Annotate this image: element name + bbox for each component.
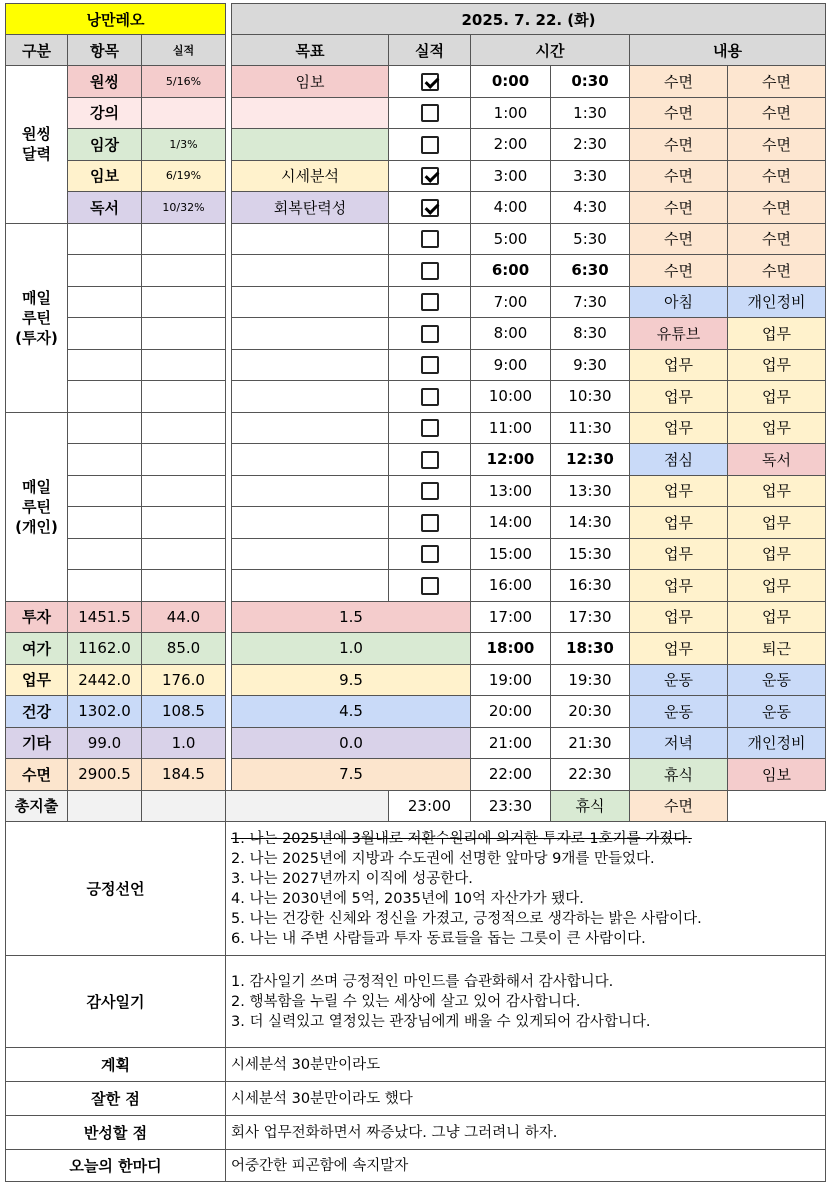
goal-cell[interactable] [232, 255, 389, 287]
checkbox-empty-icon[interactable] [421, 262, 439, 280]
schedule-row [6, 381, 826, 413]
activity-cell[interactable]: 업무 [630, 381, 728, 413]
activity-cell[interactable]: 수면 [728, 97, 826, 129]
time-end: 4:30 [551, 192, 630, 224]
item-cell [68, 318, 142, 350]
affirmation-content [226, 822, 826, 956]
item-actual: 5/16% [142, 66, 226, 98]
item-actual [142, 223, 226, 255]
time-end: 11:30 [551, 412, 630, 444]
activity-cell[interactable]: 업무 [728, 349, 826, 381]
item-actual [142, 475, 226, 507]
item-cell [68, 538, 142, 570]
done-cell [389, 444, 471, 476]
activity-cell[interactable]: 수면 [728, 192, 826, 224]
activity-cell[interactable]: 업무 [728, 412, 826, 444]
time-end: 3:30 [551, 160, 630, 192]
affirmation-line: 2. 나는 2025년에 지방과 수도권에 선명한 앞마당 9개를 만들었다. [231, 850, 655, 867]
time-start: 20:00 [471, 696, 551, 728]
good-value[interactable]: 시세분석 30분만이라도 했다 [226, 1082, 826, 1116]
item-actual [142, 286, 226, 318]
summary-goal: 7.5 [232, 759, 471, 791]
checkbox-checked-icon[interactable] [421, 167, 439, 185]
summary-goal: 1.5 [232, 601, 471, 633]
activity-cell[interactable]: 업무 [728, 538, 826, 570]
summary-goal [226, 790, 389, 822]
good-label: 잘한 점 [6, 1082, 226, 1116]
summary-total: 1162.0 [68, 633, 142, 665]
item-cell [68, 444, 142, 476]
schedule-row [6, 412, 826, 444]
schedule-row [6, 475, 826, 507]
time-end: 9:30 [551, 349, 630, 381]
time-end: 23:30 [471, 790, 551, 822]
goal-cell[interactable] [232, 286, 389, 318]
summary-today: 85.0 [142, 633, 226, 665]
checkbox-empty-icon[interactable] [421, 325, 439, 343]
activity-cell[interactable]: 운동 [728, 664, 826, 696]
affirmation-line: 5. 나는 건강한 신체와 정신을 가졌고, 긍정적으로 생각하는 밝은 사람이다. [231, 910, 702, 927]
activity-cell[interactable]: 저녁 [630, 727, 728, 759]
time-end: 15:30 [551, 538, 630, 570]
summary-label: 투자 [6, 601, 68, 633]
goal-cell[interactable] [232, 129, 389, 161]
time-start: 4:00 [471, 192, 551, 224]
time-end: 19:30 [551, 664, 630, 696]
activity-cell[interactable]: 수면 [630, 255, 728, 287]
time-start: 8:00 [471, 318, 551, 350]
goal-cell[interactable]: 회복탄력성 [232, 192, 389, 224]
schedule-row [6, 507, 826, 539]
activity-cell[interactable]: 업무 [630, 538, 728, 570]
summary-label: 업무 [6, 664, 68, 696]
time-start: 14:00 [471, 507, 551, 539]
item-cell: 원씽 [68, 66, 142, 98]
checkbox-empty-icon[interactable] [421, 545, 439, 563]
summary-label: 기타 [6, 727, 68, 759]
goal-cell[interactable] [232, 412, 389, 444]
done-cell [389, 223, 471, 255]
summary-row [6, 633, 826, 665]
checkbox-checked-icon[interactable] [421, 73, 439, 91]
done-cell [389, 255, 471, 287]
activity-cell[interactable]: 업무 [630, 507, 728, 539]
time-start: 10:00 [471, 381, 551, 413]
time-end: 12:30 [551, 444, 630, 476]
done-cell [389, 129, 471, 161]
date-header: 2025. 7. 22. (화) [232, 4, 826, 35]
time-start: 2:00 [471, 129, 551, 161]
activity-cell[interactable]: 독서 [728, 444, 826, 476]
activity-cell[interactable]: 업무 [630, 412, 728, 444]
summary-goal: 1.0 [232, 633, 471, 665]
done-cell [389, 318, 471, 350]
done-cell [389, 66, 471, 98]
time-end: 13:30 [551, 475, 630, 507]
col-done: 실적 [389, 35, 471, 66]
checkbox-empty-icon[interactable] [421, 388, 439, 406]
done-cell [389, 192, 471, 224]
time-start: 17:00 [471, 601, 551, 633]
done-cell [389, 160, 471, 192]
affirmation-line: 4. 나는 2030년에 5억, 2035년에 10억 자산가가 됐다. [231, 890, 584, 907]
summary-goal: 0.0 [232, 727, 471, 759]
done-cell [389, 475, 471, 507]
schedule-row [6, 318, 826, 350]
col-item: 항목 [68, 35, 142, 66]
planner-table [5, 3, 826, 822]
summary-goal: 4.5 [232, 696, 471, 728]
time-end: 18:30 [551, 633, 630, 665]
schedule-row [6, 66, 826, 98]
done-cell [389, 507, 471, 539]
time-end: 22:30 [551, 759, 630, 791]
activity-cell[interactable]: 점심 [630, 444, 728, 476]
time-start: 18:00 [471, 633, 551, 665]
goal-cell[interactable] [232, 349, 389, 381]
schedule-row [6, 160, 826, 192]
time-start: 12:00 [471, 444, 551, 476]
checkbox-checked-icon[interactable] [421, 199, 439, 217]
activity-cell[interactable]: 유튜브 [630, 318, 728, 350]
time-end: 2:30 [551, 129, 630, 161]
summary-row [6, 601, 826, 633]
checkbox-empty-icon[interactable] [421, 482, 439, 500]
time-start: 23:00 [389, 790, 471, 822]
goal-cell[interactable] [232, 381, 389, 413]
time-end: 17:30 [551, 601, 630, 633]
activity-cell[interactable]: 수면 [630, 97, 728, 129]
reflect-label: 반성할 점 [6, 1116, 226, 1150]
time-start: 0:00 [471, 66, 551, 98]
activity-cell[interactable]: 수면 [630, 66, 728, 98]
activity-cell[interactable]: 운동 [630, 696, 728, 728]
activity-cell[interactable]: 업무 [728, 570, 826, 602]
summary-today: 184.5 [142, 759, 226, 791]
done-cell [389, 538, 471, 570]
activity-cell[interactable]: 운동 [630, 664, 728, 696]
activity-cell[interactable]: 운동 [728, 696, 826, 728]
schedule-row [6, 192, 826, 224]
item-cell [68, 412, 142, 444]
goal-cell[interactable]: 임보 [232, 66, 389, 98]
activity-cell[interactable]: 수면 [630, 192, 728, 224]
schedule-row [6, 349, 826, 381]
time-start: 22:00 [471, 759, 551, 791]
time-end: 16:30 [551, 570, 630, 602]
schedule-row [6, 444, 826, 476]
time-start: 6:00 [471, 255, 551, 287]
activity-cell[interactable]: 업무 [630, 475, 728, 507]
item-actual [142, 97, 226, 129]
schedule-row [6, 255, 826, 287]
time-start: 7:00 [471, 286, 551, 318]
summary-total: 2900.5 [68, 759, 142, 791]
activity-cell[interactable]: 수면 [630, 160, 728, 192]
item-cell [68, 475, 142, 507]
time-start: 15:00 [471, 538, 551, 570]
goal-cell[interactable] [232, 538, 389, 570]
activity-cell[interactable]: 휴식 [551, 790, 630, 822]
item-cell [68, 570, 142, 602]
summary-row [6, 727, 826, 759]
item-actual [142, 381, 226, 413]
item-cell: 강의 [68, 97, 142, 129]
schedule-row [6, 223, 826, 255]
checkbox-empty-icon[interactable] [421, 230, 439, 248]
activity-cell[interactable]: 휴식 [630, 759, 728, 791]
plan-value[interactable]: 시세분석 30분만이라도 [226, 1048, 826, 1082]
item-cell [68, 381, 142, 413]
time-start: 9:00 [471, 349, 551, 381]
time-start: 5:00 [471, 223, 551, 255]
time-start: 21:00 [471, 727, 551, 759]
item-actual [142, 570, 226, 602]
category-weekly: 원씽 달력 [6, 66, 68, 224]
item-cell [68, 507, 142, 539]
activity-cell[interactable]: 수면 [728, 223, 826, 255]
summary-row [6, 696, 826, 728]
time-end: 6:30 [551, 255, 630, 287]
activity-cell[interactable]: 퇴근 [728, 633, 826, 665]
schedule-row [6, 570, 826, 602]
item-actual: 10/32% [142, 192, 226, 224]
time-start: 13:00 [471, 475, 551, 507]
activity-cell[interactable]: 임보 [728, 759, 826, 791]
goal-cell[interactable] [232, 223, 389, 255]
goal-cell[interactable] [232, 444, 389, 476]
activity-cell[interactable]: 업무 [630, 349, 728, 381]
item-cell: 임보 [68, 160, 142, 192]
goal-cell[interactable]: 시세분석 [232, 160, 389, 192]
item-actual [142, 349, 226, 381]
gratitude-line: 2. 행복함을 누릴 수 있는 세상에 살고 있어 감사합니다. [231, 993, 581, 1010]
time-end: 1:30 [551, 97, 630, 129]
plan-label: 계획 [6, 1048, 226, 1082]
reflect-value[interactable]: 회사 업무전화하면서 짜증났다. 그냥 그러려니 하자. [226, 1116, 826, 1150]
summary-label: 여가 [6, 633, 68, 665]
activity-cell[interactable]: 개인정비 [728, 727, 826, 759]
activity-cell[interactable]: 업무 [728, 507, 826, 539]
item-actual [142, 444, 226, 476]
done-cell [389, 381, 471, 413]
time-start: 19:00 [471, 664, 551, 696]
gratitude-line: 3. 더 실력있고 열정있는 관장님에게 배울 수 있게되어 감사합니다. [231, 1013, 651, 1030]
checkbox-empty-icon[interactable] [421, 293, 439, 311]
item-cell [68, 223, 142, 255]
summary-today [142, 790, 226, 822]
summary-total: 1451.5 [68, 601, 142, 633]
affirmation-label: 긍정선언 [6, 822, 226, 956]
checkbox-empty-icon[interactable] [421, 514, 439, 532]
done-cell [389, 570, 471, 602]
activity-cell[interactable]: 수면 [728, 66, 826, 98]
summary-row [6, 664, 826, 696]
time-end: 14:30 [551, 507, 630, 539]
activity-cell[interactable]: 업무 [728, 318, 826, 350]
summary-total: 2442.0 [68, 664, 142, 696]
activity-cell[interactable]: 업무 [630, 570, 728, 602]
gratitude-label: 감사일기 [6, 956, 226, 1048]
category-invest: 매일 루틴 (투자) [6, 223, 68, 412]
time-start: 3:00 [471, 160, 551, 192]
done-cell [389, 97, 471, 129]
checkbox-empty-icon[interactable] [421, 356, 439, 374]
checkbox-empty-icon[interactable] [421, 451, 439, 469]
item-cell [68, 255, 142, 287]
summary-today: 176.0 [142, 664, 226, 696]
schedule-row [6, 538, 826, 570]
journal-table [5, 821, 826, 1182]
checkbox-empty-icon[interactable] [421, 419, 439, 437]
activity-cell[interactable]: 아침 [630, 286, 728, 318]
summary-label: 수면 [6, 759, 68, 791]
summary-goal: 9.5 [232, 664, 471, 696]
item-actual: 1/3% [142, 129, 226, 161]
time-end: 8:30 [551, 318, 630, 350]
planner-title: 낭만레오 [6, 4, 226, 35]
activity-cell[interactable]: 수면 [630, 223, 728, 255]
checkbox-empty-icon[interactable] [421, 577, 439, 595]
time-start: 16:00 [471, 570, 551, 602]
item-actual [142, 507, 226, 539]
col-actual: 실적 [142, 35, 226, 66]
affirmation-line: 1. 나는 2025년에 3월내로 저환수원리에 의거한 투자로 1호기를 가졌다. [231, 830, 692, 847]
affirmation-line: 3. 나는 2027년까지 이직에 성공한다. [231, 870, 473, 887]
activity-cell[interactable]: 업무 [728, 381, 826, 413]
checkbox-empty-icon[interactable] [421, 104, 439, 122]
summary-today: 1.0 [142, 727, 226, 759]
gratitude-line: 1. 감사일기 쓰며 긍정적인 마인드를 습관화해서 감사합니다. [231, 973, 614, 990]
item-actual: 6/19% [142, 160, 226, 192]
activity-cell[interactable]: 수면 [728, 160, 826, 192]
time-end: 0:30 [551, 66, 630, 98]
item-cell [68, 286, 142, 318]
goal-cell[interactable] [232, 97, 389, 129]
activity-cell[interactable]: 개인정비 [728, 286, 826, 318]
schedule-row [6, 97, 826, 129]
summary-today: 108.5 [142, 696, 226, 728]
oneword-label: 오늘의 한마디 [6, 1150, 226, 1182]
oneword-value[interactable]: 어중간한 피곤함에 속지말자 [226, 1150, 826, 1182]
done-cell [389, 349, 471, 381]
schedule-row [6, 286, 826, 318]
col-time: 시간 [471, 35, 630, 66]
activity-cell[interactable]: 업무 [728, 475, 826, 507]
item-actual [142, 318, 226, 350]
item-actual [142, 412, 226, 444]
summary-label: 건강 [6, 696, 68, 728]
col-category: 구분 [6, 35, 68, 66]
col-goal: 목표 [232, 35, 389, 66]
done-cell [389, 412, 471, 444]
summary-today: 44.0 [142, 601, 226, 633]
schedule-row [6, 129, 826, 161]
time-start: 1:00 [471, 97, 551, 129]
time-end: 7:30 [551, 286, 630, 318]
item-actual [142, 538, 226, 570]
summary-total [68, 790, 142, 822]
summary-label: 총지출 [6, 790, 68, 822]
gratitude-content [226, 956, 826, 1048]
daily-planner [5, 3, 826, 1182]
goal-cell[interactable] [232, 475, 389, 507]
time-end: 20:30 [551, 696, 630, 728]
goal-cell[interactable] [232, 570, 389, 602]
checkbox-empty-icon[interactable] [421, 136, 439, 154]
category-personal: 매일 루틴 (개인) [6, 412, 68, 601]
activity-cell[interactable]: 수면 [728, 255, 826, 287]
activity-cell[interactable]: 수면 [630, 129, 728, 161]
done-cell [389, 286, 471, 318]
col-content: 내용 [630, 35, 826, 66]
activity-cell[interactable]: 업무 [728, 601, 826, 633]
activity-cell[interactable]: 업무 [630, 601, 728, 633]
goal-cell[interactable] [232, 318, 389, 350]
activity-cell[interactable]: 업무 [630, 633, 728, 665]
affirmation-line: 6. 나는 내 주변 사람들과 투자 동료들을 돕는 그릇이 큰 사람이다. [231, 930, 646, 947]
item-actual [142, 255, 226, 287]
summary-row [6, 759, 826, 791]
item-cell: 임장 [68, 129, 142, 161]
summary-total: 99.0 [68, 727, 142, 759]
time-end: 5:30 [551, 223, 630, 255]
time-end: 21:30 [551, 727, 630, 759]
goal-cell[interactable] [232, 507, 389, 539]
time-start: 11:00 [471, 412, 551, 444]
summary-total: 1302.0 [68, 696, 142, 728]
activity-cell[interactable]: 수면 [630, 790, 728, 822]
summary-row [6, 790, 826, 822]
activity-cell[interactable]: 수면 [728, 129, 826, 161]
item-cell: 독서 [68, 192, 142, 224]
item-cell [68, 349, 142, 381]
time-end: 10:30 [551, 381, 630, 413]
